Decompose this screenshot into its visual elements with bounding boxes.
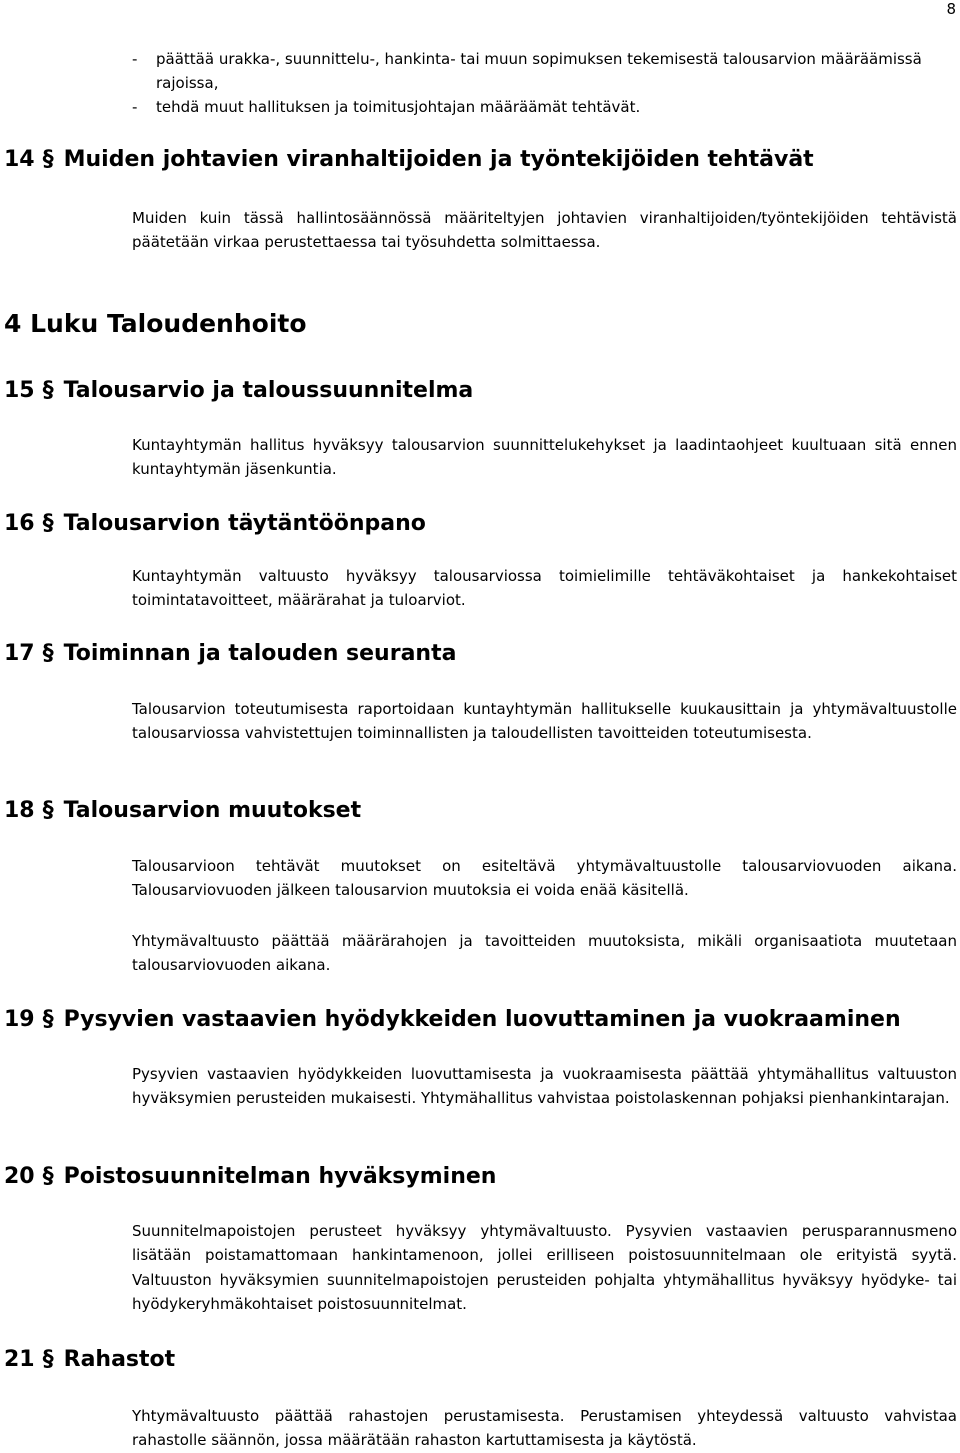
section-20-paragraph: Suunnitelmapoistojen perusteet hyväksyy yhtymävaltuusto. Pysyvien vastaavien perusparannusmeno lisätään poistamattomaan hankintamenoon, jollei erilliseen poistosuunnitelmaan ole erityistä syytä. Valtuuston hyväksymien suunnitelmapoistojen perusteiden pohjalta yhtymähallitus hyväksyy hyödyke- tai hyödykeryhmäkohtaiset poistosuunnitelmat. — [132, 1222, 957, 1314]
section-title: Rahastot — [63, 1347, 176, 1372]
section-title: Toiminnan ja talouden seuranta — [63, 641, 457, 666]
section-18-heading — [4, 797, 361, 825]
section-symbol: § — [42, 798, 54, 823]
list-item — [132, 95, 932, 119]
section-number: 15 — [4, 378, 35, 403]
section-21-heading — [4, 1346, 175, 1374]
page-number: 8 — [946, 0, 956, 18]
section-19-paragraph: Pysyvien vastaavien hyödykkeiden luovuttamisesta ja vuokraamisesta päättää yhtymähallitus valtuuston hyväksymien perusteiden mukaisesti. Yhtymähallitus vahvistaa poistolaskennan pohjaksi pienhankintarajan. — [132, 1065, 957, 1108]
section-title: Muiden johtavien viranhaltijoiden ja työntekijöiden tehtävät — [63, 147, 814, 172]
section-19-heading — [4, 1006, 901, 1034]
section-number: 21 — [4, 1347, 35, 1372]
section-16-paragraph: Kuntayhtymän valtuusto hyväksyy talousarviossa toimielimille tehtäväkohtaiset ja hankekohtaiset toimintatavoitteet, määrärahat ja tuloarviot. — [132, 567, 957, 610]
section-title: Talousarvio ja taloussuunnitelma — [63, 378, 474, 403]
section-title: Talousarvion muutokset — [63, 798, 362, 823]
section-title: Talousarvion täytäntöönpano — [63, 511, 426, 536]
section-18-paragraph-1: Talousarvioon tehtävät muutokset on esiteltävä yhtymävaltuustolle talousarviovuoden aikana. Talousarviovuoden jälkeen talousarvion muutoksia ei voida enää käsitellä. — [132, 857, 957, 900]
list-item-text: päättää urakka-, suunnittelu-, hankinta- tai muun sopimuksen tekemisestä talousarvion määräämissä rajoissa, — [156, 50, 922, 92]
section-20-heading — [4, 1163, 496, 1191]
section-symbol: § — [42, 511, 54, 536]
section-14-heading — [4, 146, 814, 174]
section-symbol: § — [42, 147, 54, 172]
section-number: 20 — [4, 1164, 35, 1189]
section-number: 17 — [4, 641, 35, 666]
section-15-paragraph: Kuntayhtymän hallitus hyväksyy talousarvion suunnittelukehykset ja laadintaohjeet kuultuaan sitä ennen kuntayhtymän jäsenkuntia. — [132, 436, 957, 479]
list-dash: - — [132, 98, 138, 116]
bullet-list — [132, 47, 932, 119]
section-number: 19 — [4, 1007, 35, 1032]
section-symbol: § — [42, 1164, 54, 1189]
section-symbol: § — [42, 1347, 54, 1372]
section-17-heading — [4, 640, 456, 668]
section-number: 18 — [4, 798, 35, 823]
list-item-text: tehdä muut hallituksen ja toimitusjohtajan määräämät tehtävät. — [156, 98, 641, 116]
list-item — [132, 47, 932, 95]
section-title: Poistosuunnitelman hyväksyminen — [63, 1164, 497, 1189]
section-symbol: § — [42, 378, 54, 403]
section-17-paragraph: Talousarvion toteutumisesta raportoidaan kuntayhtymän hallitukselle kuukausittain ja yhtymävaltuustolle talousarviossa vahvistettujen toiminnallisten ja taloudellisten tavoitteiden toteutumisesta. — [132, 700, 957, 743]
section-15-heading — [4, 377, 473, 405]
chapter-4-heading: 4 Luku Taloudenhoito — [4, 309, 307, 338]
section-18-paragraph-2: Yhtymävaltuusto päättää määrärahojen ja tavoitteiden muutoksista, mikäli organisaatiota muutetaan talousarviovuoden aikana. — [132, 932, 957, 975]
section-symbol: § — [42, 1007, 54, 1032]
section-number: 16 — [4, 511, 35, 536]
section-symbol: § — [42, 641, 54, 666]
list-dash: - — [132, 50, 138, 68]
section-number: 14 — [4, 147, 35, 172]
section-14-paragraph: Muiden kuin tässä hallintosäännössä määriteltyjen johtavien viranhaltijoiden/työntekijöiden tehtävistä päätetään virkaa perustettaessa tai työsuhdetta solmittaessa. — [132, 209, 957, 252]
section-21-paragraph: Yhtymävaltuusto päättää rahastojen perustamisesta. Perustamisen yhteydessä valtuusto vahvistaa rahastolle säännön, jossa määrätään rahaston kartuttamisesta ja käytöstä. — [132, 1407, 957, 1450]
section-16-heading — [4, 510, 426, 538]
section-title: Pysyvien vastaavien hyödykkeiden luovuttaminen ja vuokraaminen — [63, 1007, 901, 1032]
